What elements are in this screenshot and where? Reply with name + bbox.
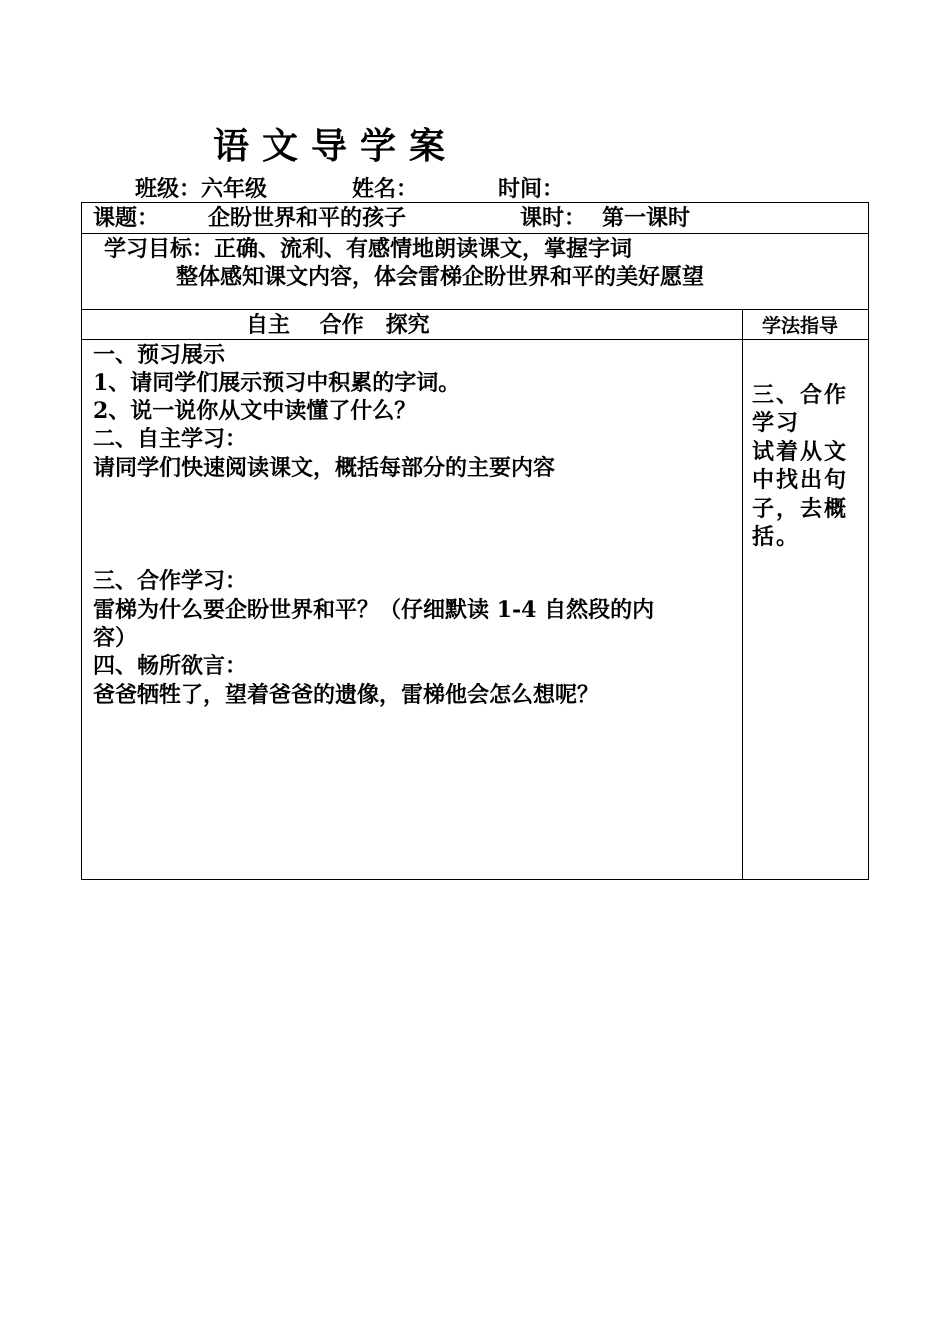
guide-line-4: 中找出句 xyxy=(752,467,849,493)
section-discussion-heading: 四、畅所欲言： xyxy=(93,653,248,679)
self-study-task: 请同学们快速阅读课文，概括每部分的主要内容 xyxy=(93,455,556,481)
row-divider xyxy=(81,339,869,340)
class-label: 班级：六年级 xyxy=(135,176,268,202)
main-column-header: 自主 合作 探究 xyxy=(246,312,430,338)
guide-line-1: 三、合作 xyxy=(752,382,849,408)
section-self-study-heading: 二、自主学习： xyxy=(93,426,248,452)
cooperation-task-line-1: 雷梯为什么要企盼世界和平？（仔细默读 1-4 自然段的内 xyxy=(93,597,655,623)
period-value: 第一课时 xyxy=(602,205,691,231)
preview-item-2: 2、说一说你从文中读懂了什么？ xyxy=(93,398,417,424)
row-divider xyxy=(81,233,869,234)
document-title: 语文导学案 xyxy=(213,125,459,167)
objectives-line-2: 整体感知课文内容，体会雷梯企盼世界和平的美好愿望 xyxy=(176,264,705,290)
period-label: 课时： xyxy=(520,205,587,231)
topic-label: 课题： xyxy=(93,205,160,231)
lesson-table xyxy=(81,202,869,880)
cooperation-task-line-2: 容） xyxy=(93,625,138,651)
column-divider xyxy=(742,309,743,880)
section-preview-heading: 一、预习展示 xyxy=(93,342,226,368)
topic-value: 企盼世界和平的孩子 xyxy=(208,205,407,231)
row-divider xyxy=(81,309,869,310)
preview-item-1: 1、请同学们展示预习中积累的字词。 xyxy=(93,370,461,396)
guide-line-2: 学习 xyxy=(752,410,801,436)
side-column-header: 学法指导 xyxy=(762,315,839,337)
guide-line-3: 试着从文 xyxy=(752,439,849,465)
name-label: 姓名： xyxy=(352,176,419,202)
guide-line-5: 子，去概 xyxy=(752,496,849,522)
objectives-line-1: 学习目标：正确、流利、有感情地朗读课文，掌握字词 xyxy=(104,236,633,262)
time-label: 时间： xyxy=(498,176,565,202)
discussion-task: 爸爸牺牲了，望着爸爸的遗像，雷梯他会怎么想呢？ xyxy=(93,682,600,708)
section-cooperation-heading: 三、合作学习： xyxy=(93,568,248,594)
guide-line-6: 括。 xyxy=(752,524,801,550)
